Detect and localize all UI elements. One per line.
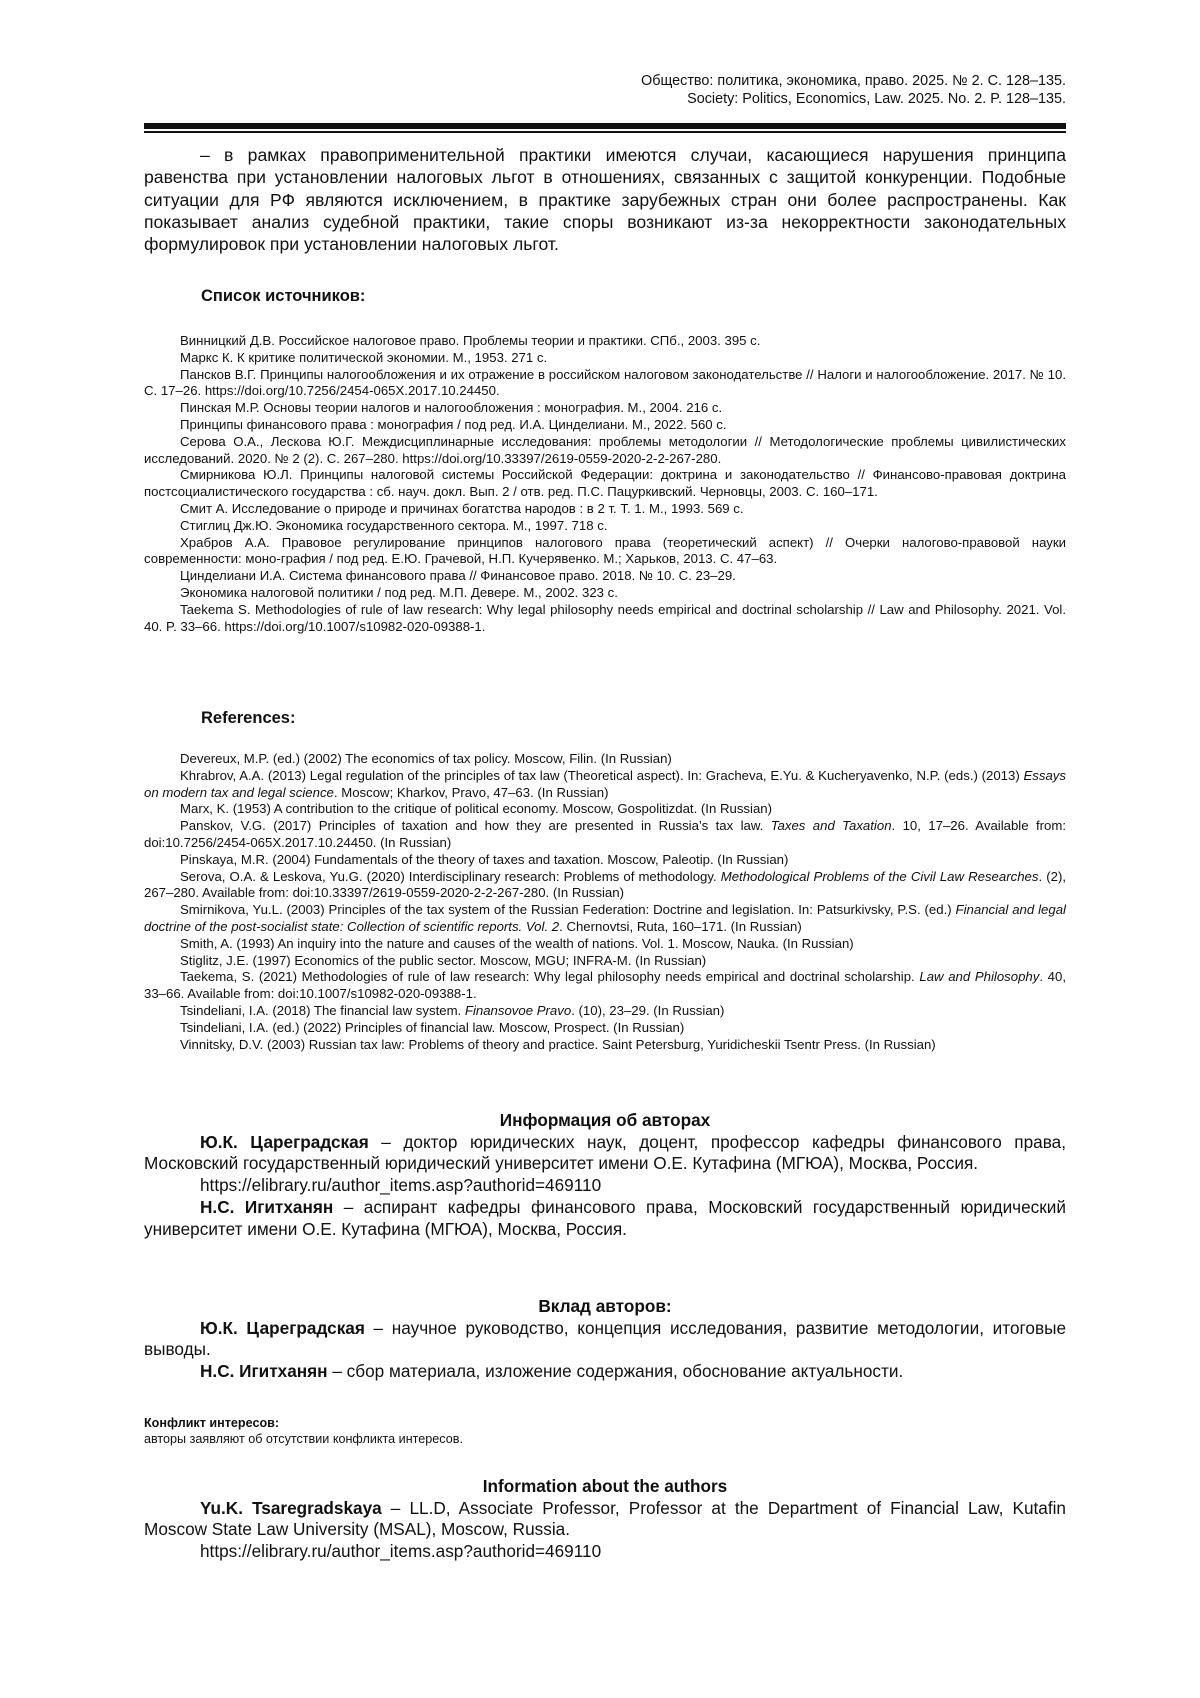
reference-item: Tsindeliani, I.A. (ed.) (2022) Principles of financial law. Moscow, Prospect. (In Russian): [180, 1019, 685, 1035]
header-line-ru: Общество: политика, экономика, право. 2025. № 2. С. 128–135.: [641, 73, 1066, 89]
references-title: References:: [201, 709, 296, 727]
reference-item: Serova, O.A. & Leskova, Yu.G. (2020) Interdisciplinary research: Problems of methodology. Methodological Problems of the Civil Law Researches. (2), 267–280. Available from: doi:10.33397/2619-0559-2020-2-2-267-280. (In Russian): [144, 868, 1067, 901]
conflict-title: Конфликт интересов:: [144, 1416, 280, 1430]
reference-item: Smith, A. (1993) An inquiry into the nature and causes of the wealth of nations. Vol. 1. Moscow, Nauka. (In Russian): [180, 935, 854, 951]
source-item: Смирникова Ю.Л. Принципы налоговой системы Российской Федерации: доктрина и законодательство // Финансово-правовая доктрина постсоциалистического государства : сб. науч. докл. Вып. 2 / отв. ред. П.С. Пацуркивский. Черновцы, 2003. С. 160–171.: [144, 467, 1066, 500]
conflict-text: авторы заявляют об отсутствии конфликта интересов.: [144, 1432, 463, 1446]
reference-item: Pinskaya, M.R. (2004) Fundamentals of the theory of taxes and taxation. Moscow, Paleotip. (In Russian): [180, 851, 789, 867]
reference-item: Taekema, S. (2021) Methodologies of rule of law research: Why legal philosophy needs empirical and doctrinal scholarship. Law and Philosophy. 40, 33–66. Available from: doi:10.1007/s10982-020-09388-1.: [144, 969, 1066, 1002]
references-list: [144, 751, 1066, 1053]
authors-info-en-title: Information about the authors: [482, 1476, 728, 1496]
source-item: Храбров А.А. Правовое регулирование принципов налогового права (теоретический аспект) // Очерки налогово-правовой науки современности: моно-графия / под ред. Е.Ю. Грачевой, Н.П. Кучерявенко. М.; Харьков, 2013. С. 47–63.: [144, 534, 1066, 567]
reference-item: Panskov, V.G. (2017) Principles of taxation and how they are presented in Russia’s tax law. Taxes and Taxation. 10, 17–26. Available from: doi:10.7256/2454-065X.2017.10.24450. (In Russian): [144, 818, 1066, 850]
source-item: Стиглиц Дж.Ю. Экономика государственного сектора. М., 1997. 718 с.: [180, 517, 608, 533]
contribution-author-1: Ю.К. Цареградская – научное руководство, концепция исследования, развитие методологии, итоговые выводы.: [144, 1317, 1066, 1360]
reference-item: Stiglitz, J.E. (1997) Economics of the public sector. Moscow, MGU; INFRA-M. (In Russian): [180, 952, 707, 968]
authors-info-ru: [144, 1110, 1066, 1240]
reference-item: Vinnitsky, D.V. (2003) Russian tax law: Problems of theory and practice. Saint Petersburg, Yuridicheskii Tsentr Press. (In Russian): [180, 1036, 936, 1052]
reference-item: Khrabrov, A.A. (2013) Legal regulation of the principles of tax law (Theoretical aspect). In: Gracheva, E.Yu. & Kucheryavenko, N.P. (eds.) (2013) Essays on modern tax and legal science. Moscow; Kharkov, Pravo, 47–63. (In Russian): [144, 767, 1066, 800]
source-item: Смит А. Исследование о природе и причинах богатства народов : в 2 т. Т. 1. М., 1993. 569 с.: [180, 500, 744, 516]
author-1-en-name: Yu.K. Tsaregradskaya: [200, 1497, 382, 1518]
source-item: Экономика налоговой политики / под ред. М.П. Девере. М., 2002. 323 с.: [180, 584, 618, 600]
sources-list: [144, 333, 1066, 635]
author-1-ru-name: Ю.К. Цареградская: [200, 1131, 369, 1152]
running-header: [144, 72, 1066, 108]
author-2-ru: Н.С. Игитханян – аспирант кафедры финансового права, Московский государственный юридический университет имени О.Е. Кутафина (МГЮА), Москва, Россия.: [144, 1196, 1066, 1239]
source-item: Пансков В.Г. Принципы налогообложения и их отражение в российском налоговом законодательстве // Налоги и налогообложение. 2017. № 10. С. 17–26. https://doi.org/10.7256/2454-065X.2017.10.24450.: [144, 366, 1066, 399]
sources-title: Список источников:: [201, 287, 366, 305]
reference-item: Marx, K. (1953) A contribution to the critique of political economy. Moscow, Gospolitizdat. (In Russian): [180, 801, 772, 817]
contribution-author-2: Н.С. Игитханян – сбор материала, изложение содержания, обоснование актуальности.: [200, 1361, 904, 1382]
author-2-ru-name: Н.С. Игитханян: [200, 1196, 334, 1217]
author-1-ru-elibrary-link[interactable]: https://elibrary.ru/author_items.asp?authorid=469110: [200, 1175, 602, 1196]
reference-item: Smirnikova, Yu.L. (2003) Principles of the tax system of the Russian Federation: Doctrine and legislation. In: Patsurkivsky, P.S. (ed.) Financial and legal doctrine of the post-socialist state: Collection of scientific reports. Vol. 2. Chernovtsi, Ruta, 160–171. (In Russian): [144, 902, 1066, 934]
intro-paragraph: – в рамках правоприменительной практики имеются случаи, касающиеся нарушения принципа равенства при установлении налоговых льгот в отношениях, связанных с защитой конкуренции. Подобные ситуации для РФ являются исключением, в практике зарубежных стран они более распространены. Как показывает анализ судебной практики, такие споры возникают из-за некорректности законодательных формулировок при установлении налоговых льгот.: [144, 145, 1066, 255]
source-item: Маркс К. К критике политической экономии. М., 1953. 271 с.: [180, 349, 548, 365]
reference-item: Devereux, M.P. (ed.) (2002) The economics of tax policy. Moscow, Filin. (In Russian): [180, 751, 672, 766]
author-1-ru: Ю.К. Цареградская – доктор юридических наук, доцент, профессор кафедры финансового права, Московский государственный юридический университет имени О.Е. Кутафина (МГЮА), Москва, Россия.: [144, 1131, 1066, 1174]
conflict-of-interest: [144, 1415, 463, 1447]
contribution-title: Вклад авторов:: [538, 1296, 672, 1316]
author-1-en-elibrary-link[interactable]: https://elibrary.ru/author_items.asp?authorid=469110: [200, 1541, 602, 1562]
authors-info-ru-title: Информация об авторах: [499, 1110, 711, 1130]
reference-item: Tsindeliani, I.A. (2018) The financial law system. Finansovoe Pravo. (10), 23–29. (In Russian): [180, 1002, 725, 1018]
source-item: Taekema S. Methodologies of rule of law research: Why legal philosophy needs empirical and doctrinal scholarship // Law and Philosophy. 2021. Vol. 40. P. 33–66. https://doi.org/10.1007/s10982-020-09388-1.: [144, 601, 1066, 634]
header-line-en: Society: Politics, Economics, Law. 2025. No. 2. P. 128–135.: [687, 91, 1066, 107]
source-item: Пинская М.Р. Основы теории налогов и налогообложения : монография. М., 2004. 216 с.: [180, 400, 723, 416]
source-item: Принципы финансового права : монография / под ред. И.А. Цинделиани. М., 2022. 560 с.: [180, 416, 727, 432]
authors-info-en: [144, 1476, 1066, 1563]
source-item: Винницкий Д.В. Российское налоговое право. Проблемы теории и практики. СПб., 2003. 395 с.: [180, 333, 761, 348]
header-rule-thin: [144, 131, 1066, 133]
author-1-en: Yu.K. Tsaregradskaya – LL.D, Associate Professor, Professor at the Department of Financial Law, Kutafin Moscow State Law University (MSAL), Moscow, Russia.: [144, 1497, 1066, 1540]
source-item: Цинделиани И.А. Система финансового права // Финансовое право. 2018. № 10. С. 23–29.: [180, 568, 736, 584]
source-item: Серова О.А., Лескова Ю.Г. Междисциплинарные исследования: проблемы методологии // Методологические проблемы цивилистических исследований. 2020. № 2 (2). С. 267–280. https://doi.org/10.33397/2619-0559-2020-2-2-267-280.: [144, 433, 1066, 466]
authors-contribution: [144, 1296, 1066, 1383]
header-rule-thick: [144, 123, 1066, 129]
